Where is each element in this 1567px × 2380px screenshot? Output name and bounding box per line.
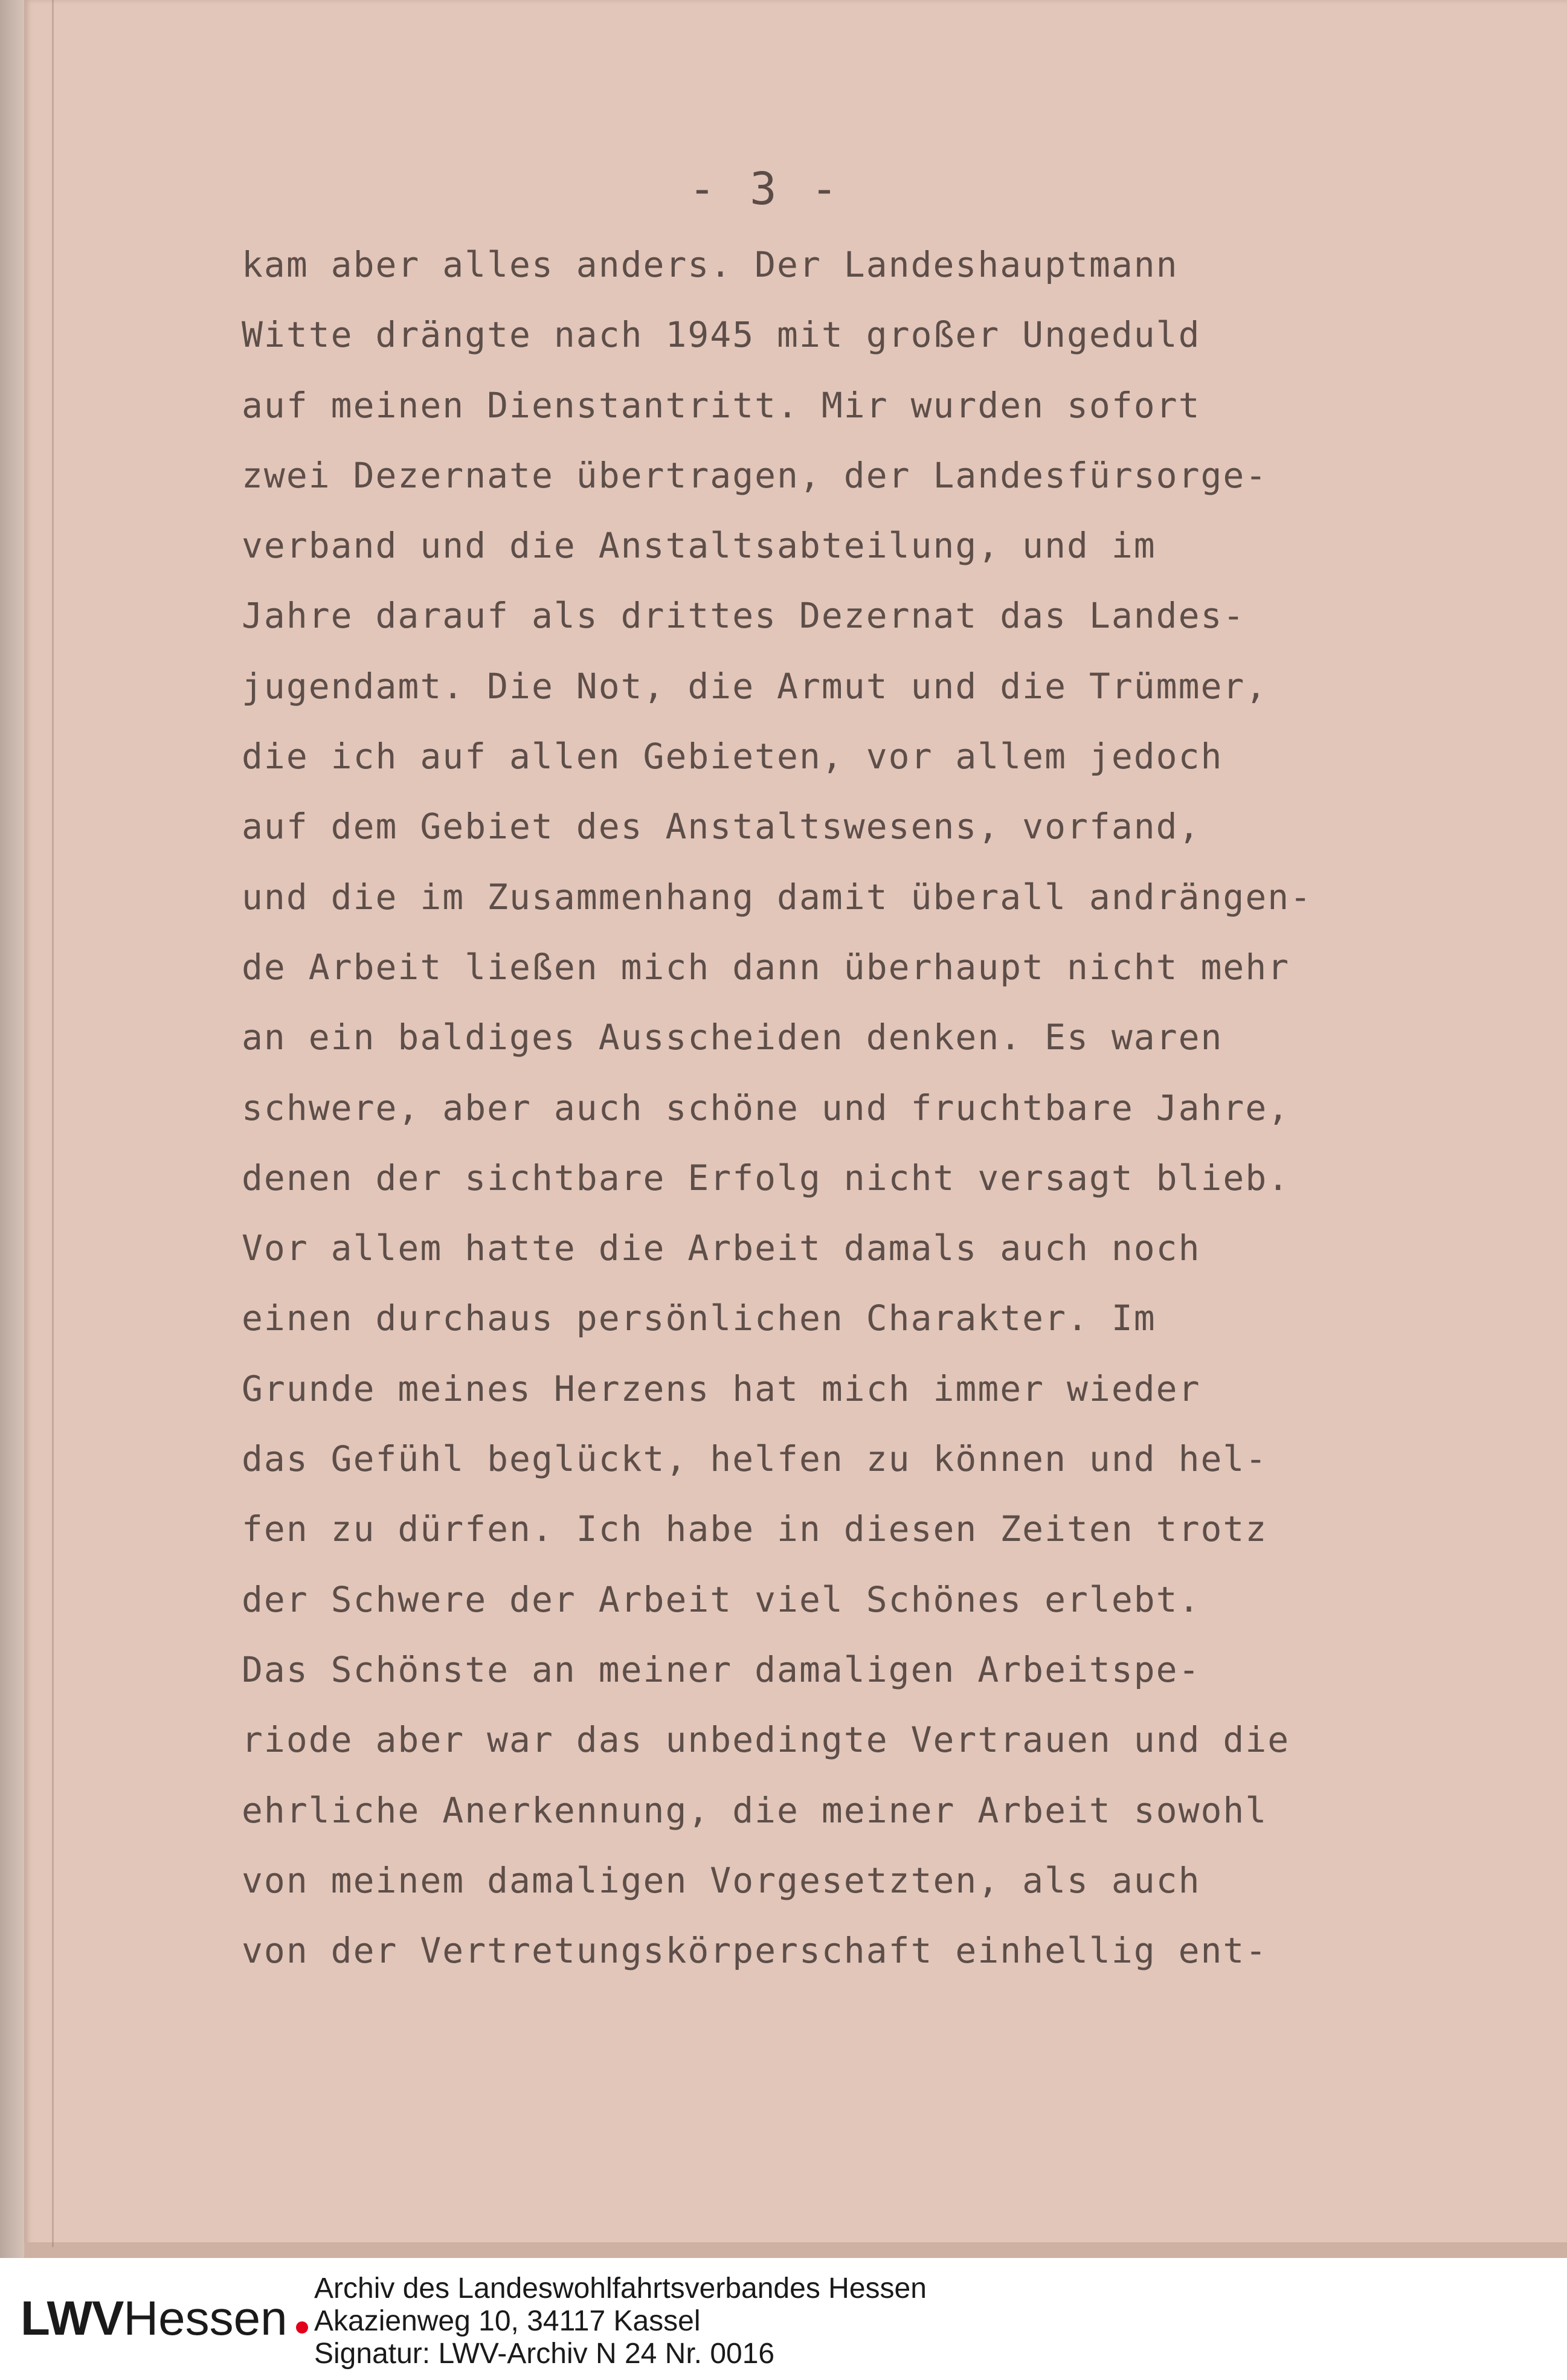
text-line: auf dem Gebiet des Anstaltswesens, vorfand, [242, 806, 1201, 847]
text-line: Vor allem hatte die Arbeit damals auch noch [242, 1227, 1201, 1269]
text-line: schwere, aber auch schöne und fruchtbare Jahre, [242, 1087, 1290, 1128]
lwv-hessen-logo [21, 2282, 308, 2355]
text-line: Das Schönste an meiner damaligen Arbeitspe- [242, 1648, 1201, 1690]
text-line: zwei Dezernate übertragen, der Landesfürsorge- [242, 454, 1268, 496]
archive-signature: Signatur: LWV-Archiv N 24 Nr. 0016 [314, 2338, 775, 2370]
text-line: kam aber alles anders. Der Landeshauptmann [242, 244, 1179, 285]
text-line: einen durchaus persönlichen Charakter. Im [242, 1298, 1156, 1339]
text-line: auf meinen Dienstantritt. Mir wurden sofort [242, 384, 1201, 426]
fold-line [52, 0, 54, 2247]
logo-text-bold: LWV [21, 2291, 124, 2345]
text-line: die ich auf allen Gebieten, vor allem jedoch [242, 736, 1223, 777]
archive-footer [0, 2258, 1567, 2380]
text-line: und die im Zusammenhang damit überall andrängen- [242, 876, 1313, 918]
archive-address: Akazienweg 10, 34117 Kassel [314, 2305, 701, 2337]
text-line: von meinem damaligen Vorgesetzten, als auch [242, 1859, 1201, 1901]
text-line: Jahre darauf als drittes Dezernat das Landes- [242, 595, 1246, 637]
typescript-body [242, 230, 1522, 1986]
text-line: fen zu dürfen. Ich habe in diesen Zeiten trotz [242, 1508, 1268, 1550]
paper-bottom-edge [24, 2242, 1567, 2258]
text-line: an ein baldiges Ausscheiden denken. Es waren [242, 1017, 1223, 1058]
text-line: riode aber war das unbedingte Vertrauen und die [242, 1719, 1290, 1761]
binding-strip [0, 0, 24, 2258]
text-line: ehrliche Anerkennung, die meiner Arbeit sowohl [242, 1789, 1268, 1831]
text-line: denen der sichtbare Erfolg nicht versagt blieb. [242, 1157, 1290, 1198]
logo-text-light: Hessen [123, 2291, 288, 2345]
text-line: Witte drängte nach 1945 mit großer Ungeduld [242, 314, 1201, 356]
archive-info [314, 2272, 927, 2370]
text-line: jugendamt. Die Not, die Armut und die Trümmer, [242, 665, 1268, 707]
text-line: der Schwere der Arbeit viel Schönes erlebt. [242, 1578, 1201, 1620]
logo-dot-icon [296, 2321, 308, 2333]
text-line: das Gefühl beglückt, helfen zu können und hel- [242, 1438, 1268, 1480]
text-line: Grunde meines Herzens hat mich immer wieder [242, 1368, 1201, 1409]
text-line: de Arbeit ließen mich dann überhaupt nicht mehr [242, 946, 1290, 988]
archive-name: Archiv des Landeswohlfahrtsverbandes Hessen [314, 2272, 927, 2304]
text-line: verband und die Anstaltsabteilung, und im [242, 525, 1156, 567]
page-number: - 3 - [689, 163, 841, 215]
text-line: von der Vertretungskörperschaft einhellig ent- [242, 1930, 1268, 1972]
